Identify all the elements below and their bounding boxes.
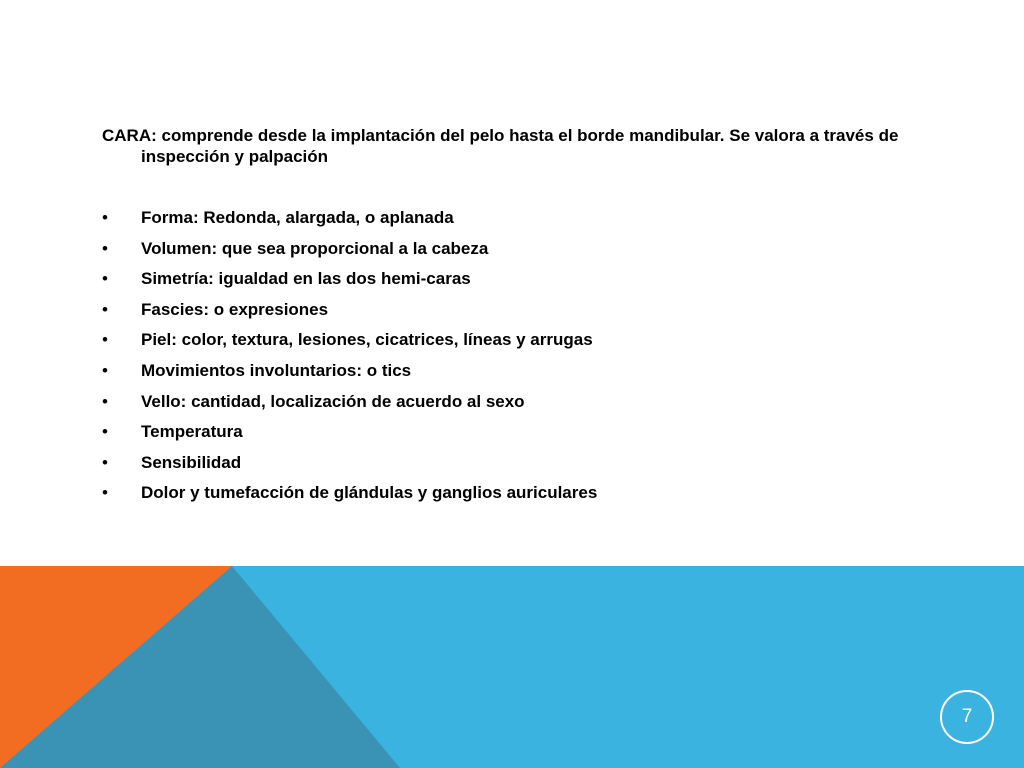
list-item xyxy=(102,417,932,448)
bullet-text: Temperatura xyxy=(141,422,243,442)
bullet-text: Dolor y tumefacción de glándulas y ganglios auriculares xyxy=(141,483,598,503)
bullet-dot-icon: • xyxy=(102,208,108,227)
intro-paragraph: CARA: comprende desde la implantación del pelo hasta el borde mandibular. Se valora a través de inspección y palpación xyxy=(102,126,899,166)
bullet-text: Fascies: o expresiones xyxy=(141,299,329,319)
bullet-text: Forma: Redonda, alargada, o aplanada xyxy=(141,208,454,227)
bullet-text: Movimientos involuntarios: o tics xyxy=(141,360,412,380)
bullet-text: Simetría: igualdad en las dos hemi-caras xyxy=(141,269,471,289)
bullet-dot-icon: • xyxy=(102,269,108,289)
bullet-dot-icon: • xyxy=(102,391,108,411)
list-item xyxy=(102,234,932,265)
bullet-dot-icon: • xyxy=(102,238,108,258)
list-item xyxy=(102,203,932,234)
list-item xyxy=(102,478,932,509)
slide-body xyxy=(102,125,932,509)
bullet-dot-icon: • xyxy=(102,360,108,380)
list-item xyxy=(102,356,932,387)
bullet-dot-icon: • xyxy=(102,330,108,350)
bullet-dot-icon: • xyxy=(102,299,108,319)
bullet-dot-icon: • xyxy=(102,422,108,442)
bullet-text: Volumen: que sea proporcional a la cabeza xyxy=(141,238,489,258)
bullet-text: Vello: cantidad, localización de acuerdo al sexo xyxy=(141,391,525,411)
bullet-dot-icon: • xyxy=(102,483,108,503)
list-item xyxy=(102,295,932,326)
bullet-text: Piel: color, textura, lesiones, cicatrices, líneas y arrugas xyxy=(141,330,593,350)
list-item xyxy=(102,448,932,479)
bullet-dot-icon: • xyxy=(102,452,108,472)
list-item xyxy=(102,264,932,295)
list-item xyxy=(102,325,932,356)
footer-decoration xyxy=(0,566,1024,768)
list-item xyxy=(102,387,932,418)
bullet-text: Sensibilidad xyxy=(141,452,242,472)
page-number-badge: 7 xyxy=(940,690,994,744)
bullet-list xyxy=(102,203,932,509)
